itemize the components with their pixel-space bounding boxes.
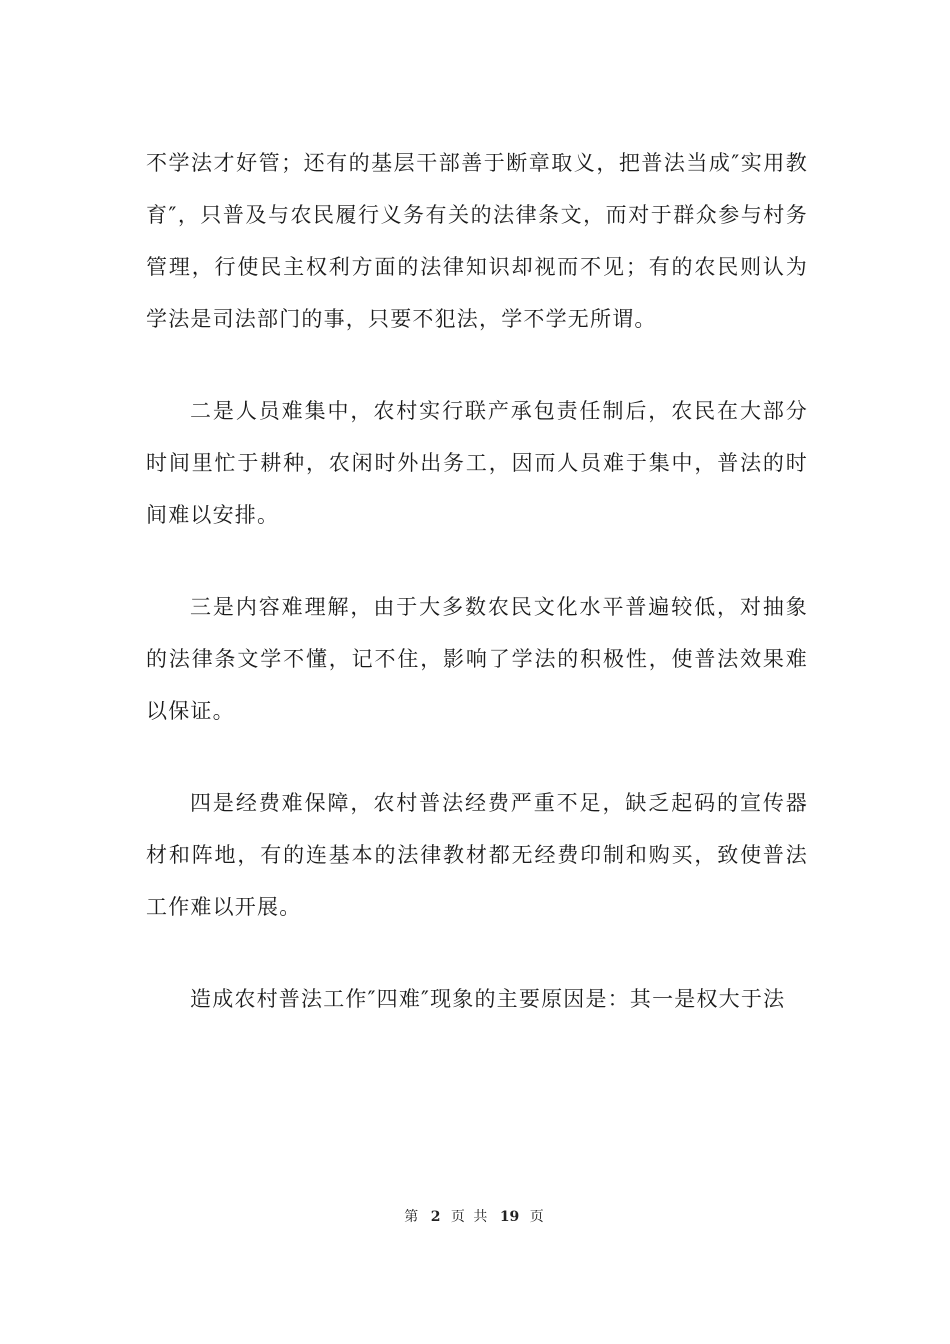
footer-middle: 页 共 (450, 1209, 490, 1225)
footer-prefix: 第 (404, 1209, 421, 1225)
document-body (146, 137, 808, 1065)
footer-page-number: 2 (430, 1209, 441, 1225)
footer-suffix: 页 (529, 1209, 546, 1225)
paragraph-point-two: 二是人员难集中，农村实行联产承包责任制后，农民在大部分时间里忙于耕种，农闲时外出务工，因而人员难于集中，普法的时间难以安排。 (146, 399, 808, 527)
page-footer (0, 1206, 950, 1226)
paragraph-causes: 造成农村普法工作″四难″现象的主要原因是：其一是权大于法 (190, 987, 786, 1011)
paragraph-point-three: 三是内容难理解，由于大多数农民文化水平普遍较低，对抽象的法律条文学不懂，记不住，影响了学法的积极性，使普法效果难以保证。 (146, 595, 808, 723)
paragraph-point-four: 四是经费难保障，农村普法经费严重不足，缺乏起码的宣传器材和阵地，有的连基本的法律教材都无经费印制和购买，致使普法工作难以开展。 (146, 791, 808, 919)
footer-total-pages: 19 (499, 1209, 520, 1225)
paragraph-continued: 不学法才好管；还有的基层干部善于断章取义，把普法当成″实用教育″，只普及与农民履行义务有关的法律条文，而对于群众参与村务管理，行使民主权利方面的法律知识却视而不见；有的农民则认为学法是司法部门的事，只要不犯法，学不学无所谓。 (146, 151, 808, 331)
